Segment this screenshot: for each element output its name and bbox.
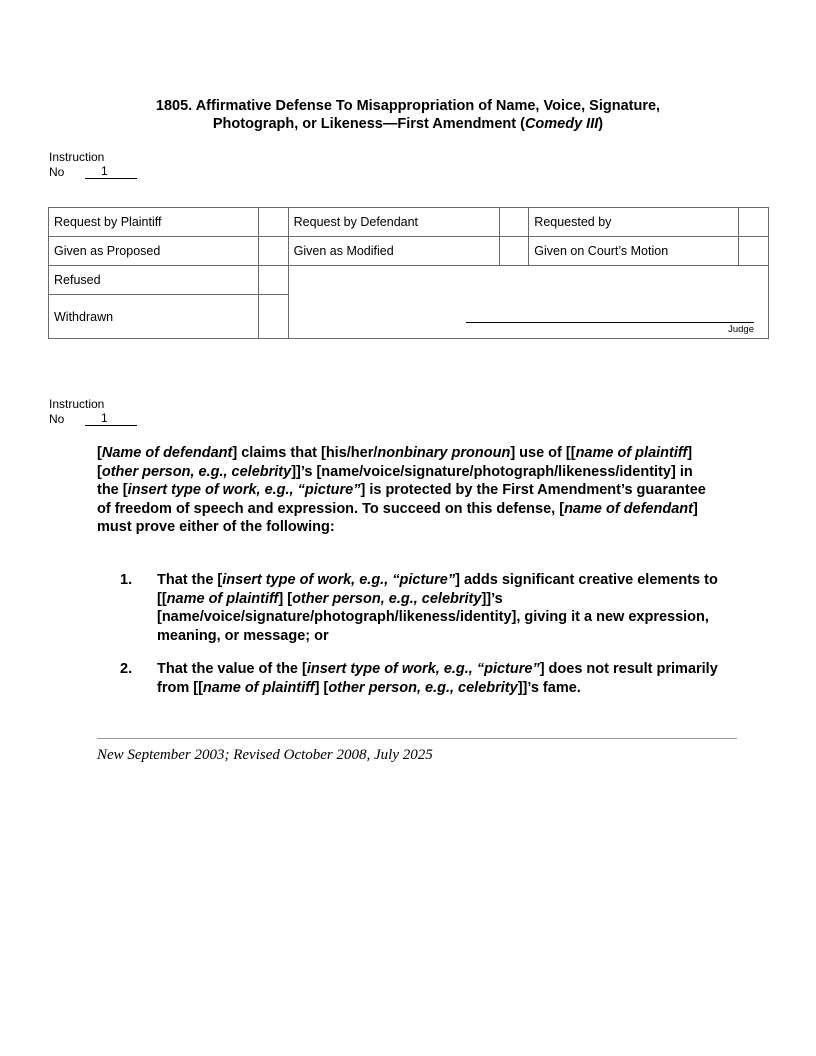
judge-signature-area xyxy=(288,266,768,339)
text-span: ] use of [[ xyxy=(510,445,576,461)
text-span: ]]’s [name/voice/signature/photograph/likeness/identity] in the [ xyxy=(97,463,693,499)
instruction-number-field[interactable]: 1 xyxy=(85,412,137,426)
request-by-plaintiff-checkbox[interactable] xyxy=(259,208,289,237)
request-by-plaintiff-label: Request by Plaintiff xyxy=(49,208,259,237)
placeholder-other-person: other person, e.g., celebrity xyxy=(101,463,292,480)
request-table xyxy=(48,207,769,339)
instruction-number-block-bottom xyxy=(49,397,137,426)
placeholder-other-person: other person, e.g., celebrity xyxy=(328,679,518,696)
placeholder-type-of-work: insert type of work, e.g., “picture” xyxy=(306,661,540,677)
instruction-no-row xyxy=(49,165,137,180)
placeholder-type-of-work: insert type of work, e.g., “picture” xyxy=(222,572,456,588)
divider xyxy=(97,738,737,739)
revision-history: New September 2003; Revised October 2008, July 2025 xyxy=(97,747,433,763)
request-by-defendant-checkbox[interactable] xyxy=(499,208,529,237)
placeholder-name-of-defendant: name of defendant xyxy=(564,500,693,517)
text-span: ]]’s fame. xyxy=(517,679,581,696)
placeholder-name-of-plaintiff: name of plaintiff xyxy=(166,590,279,607)
judge-signature-line[interactable] xyxy=(466,322,754,323)
given-as-modified-label: Given as Modified xyxy=(288,237,499,266)
given-on-courts-motion-label: Given on Court’s Motion xyxy=(529,237,739,266)
title-line-1: 1805. Affirmative Defense To Misappropriation of Name, Voice, Signature, xyxy=(155,98,661,114)
placeholder-type-of-work: insert type of work, e.g., “picture” xyxy=(127,482,361,499)
text-span: ]]’s [name/voice/signature/photograph/likeness/identity], giving it a new expression, meaning, or message; or xyxy=(157,590,709,644)
text-span: [ xyxy=(97,445,102,461)
given-as-proposed-label: Given as Proposed xyxy=(49,237,259,266)
text-span: ] [ xyxy=(314,679,329,696)
instruction-number-block-top xyxy=(49,150,137,179)
text-span: That the value of the [ xyxy=(157,661,307,677)
title-close-paren: ) xyxy=(598,116,604,132)
table-row xyxy=(49,237,769,266)
given-on-courts-motion-checkbox[interactable] xyxy=(739,237,769,266)
refused-checkbox[interactable] xyxy=(259,266,289,295)
text-span: ] [ xyxy=(278,590,293,607)
instruction-label: Instruction xyxy=(49,150,105,164)
request-by-defendant-label: Request by Defendant xyxy=(288,208,499,237)
instruction-body xyxy=(97,444,717,537)
judge-label: Judge xyxy=(728,324,754,335)
given-as-proposed-checkbox[interactable] xyxy=(259,237,289,266)
instruction-number-field[interactable]: 1 xyxy=(85,165,137,179)
placeholder-name-of-defendant: Name of defendant xyxy=(101,445,233,461)
list-item-number: 2. xyxy=(120,661,133,677)
no-label: No xyxy=(49,164,65,179)
requested-by-checkbox[interactable] xyxy=(739,208,769,237)
list-item-number: 1. xyxy=(120,572,133,588)
instruction-paragraph xyxy=(97,444,717,537)
text-span: ] does not result primarily from [[ xyxy=(157,661,718,696)
given-as-modified-checkbox[interactable] xyxy=(499,237,529,266)
title-line-2-text: Photograph, or Likeness—First Amendment ( xyxy=(212,116,525,132)
title-line-2 xyxy=(60,115,756,133)
text-span: ] is protected by the First Amendment’s guarantee of freedom of speech and expression. To succeed on this defense, [ xyxy=(97,482,706,517)
text-span: ] adds significant creative elements to [[ xyxy=(157,572,718,607)
table-row xyxy=(49,266,769,295)
withdrawn-checkbox[interactable] xyxy=(259,295,289,339)
table-row xyxy=(49,208,769,237)
placeholder-name-of-plaintiff: name of plaintiff xyxy=(202,679,315,696)
placeholder-name-of-plaintiff: name of plaintiff xyxy=(575,445,688,461)
list-item-text xyxy=(157,571,727,645)
text-span: ] claims that [his/her/ xyxy=(232,445,378,461)
text-span: ] must prove either of the following: xyxy=(97,500,698,536)
instruction-no-row xyxy=(49,412,137,427)
text-span: ] [ xyxy=(97,445,693,480)
placeholder-other-person: other person, e.g., celebrity xyxy=(292,590,482,607)
placeholder-nonbinary-pronoun: nonbinary pronoun xyxy=(377,445,511,461)
case-name: Comedy III xyxy=(524,116,599,132)
no-label: No xyxy=(49,411,65,426)
list-item-text xyxy=(157,660,727,697)
text-span: That the [ xyxy=(157,572,223,588)
instruction-label: Instruction xyxy=(49,397,105,411)
requested-by-label: Requested by xyxy=(529,208,739,237)
withdrawn-label: Withdrawn xyxy=(49,295,259,339)
instruction-title xyxy=(60,97,756,133)
refused-label: Refused xyxy=(49,266,259,295)
